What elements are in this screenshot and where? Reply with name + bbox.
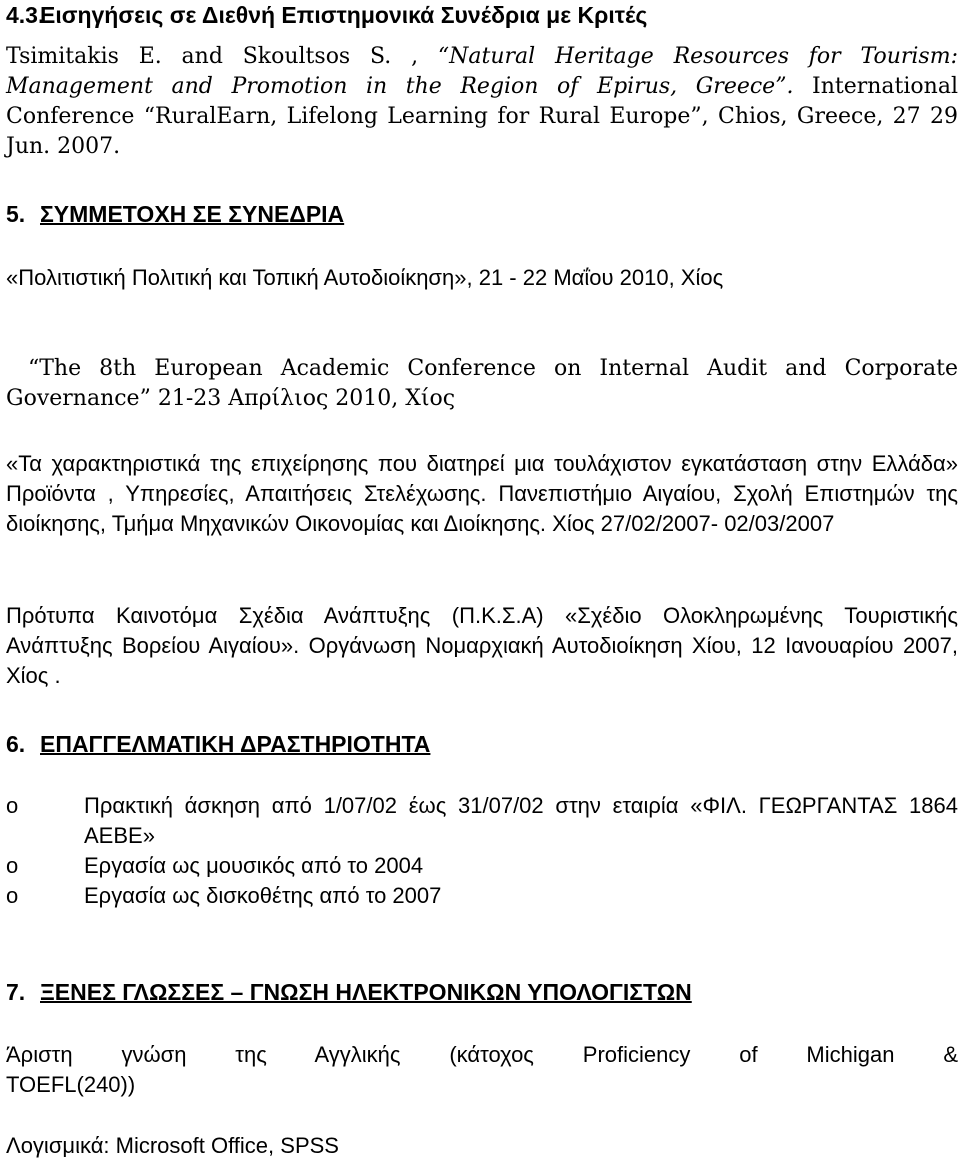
paper-venue: International Conference “RuralEarn, Lifelong Learning for Rural Europe”, Chios, Greece, 27 29 Jun. 2007. [6,74,958,159]
conference-item: «Τα χαρακτηριστικά της επιχείρησης που διατηρεί μια τουλάχιστον εγκατάσταση στην Ελλάδα» Προϊόντα , Υπηρεσίες, Απαιτήσεις Στελέχωσης. Πανεπιστήμιο Αιγαίου, Σχολή Επιστημών της διοίκησης, Τμήμα Μηχανικών Οικονομίας και Διοίκησης. Χίος 27/02/2007- 02/03/2007 [6,451,958,536]
section-7-heading [6,977,692,1007]
conference-item: Πρότυπα Καινοτόμα Σχέδια Ανάπτυξης (Π.Κ.Σ.Α) «Σχέδιο Ολοκληρωμένης Τουριστικής Ανάπτυξης Βορείου Αιγαίου». Οργάνωση Νομαρχιακή Αυτοδιοίκηση Χίου, 12 Ιανουαρίου 2007, Χίος . [6,603,958,688]
conference-paper-entry [6,42,958,162]
conference-item: «Πολιτιστική Πολιτική και Τοπική Αυτοδιοίκηση», 21 - 22 Μαΐου 2010, Χίος [6,265,724,290]
section-number: 4.3. [6,2,45,28]
conference-item: “The 8th European Academic Conference on Internal Audit and Corporate Governance” 21-23 Απρίλιος 2010, Χίος [6,356,958,411]
languages-line: Άριστη γνώση της Αγγλικής (κάτοχος Proficiency of Michigan & [6,1042,958,1067]
bullet-marker: o [6,793,19,818]
section-number: 6. [6,731,26,757]
section-6-heading [6,729,430,759]
languages-line-continued: TOEFL(240)) [6,1072,136,1097]
section-title: Εισηγήσεις σε Διεθνή Επιστημονικά Συνέδρια με Κριτές [40,2,648,28]
section-title: ΕΠΑΓΓΕΛΜΑΤΙΚΗ ΔΡΑΣΤΗΡΙΟΤΗΤΑ [40,731,431,757]
section-title: ΞΕΝΕΣ ΓΛΩΣΣΕΣ – ΓΝΩΣΗ ΗΛΕΚΤΡΟΝΙΚΩΝ ΥΠΟΛΟΓΙΣΤΩΝ [40,979,692,1005]
work-experience-list [6,791,958,911]
software-line: Λογισμικά: Microsoft Office, SPSS [6,1133,339,1158]
list-item: o Εργασία ως μουσικός από το 2004 [6,851,958,881]
section-4-3-heading [6,0,647,30]
section-number: 7. [6,979,26,1005]
section-5-heading [6,199,344,229]
section-title: ΣΥΜΜΕΤΟΧΗ ΣΕ ΣΥΝΕΔΡΙΑ [40,201,345,227]
list-item: o Πρακτική άσκηση από 1/07/02 έως 31/07/02 στην εταιρία «ΦΙΛ. ΓΕΩΡΓΑΝΤΑΣ 1864 ΑΕΒΕ» [6,793,958,848]
section-number: 5. [6,201,26,227]
paper-authors: Tsimitakis E. and Skoultsos S. , [6,44,438,69]
bullet-marker: o [6,883,19,908]
bullet-marker: o [6,853,19,878]
list-item: o Εργασία ως δισκοθέτης από το 2007 [6,881,958,911]
paper-title: “Natural Heritage Resources for Tourism: Management and Promotion in the Region of Epirus, Greece”. [6,44,958,99]
